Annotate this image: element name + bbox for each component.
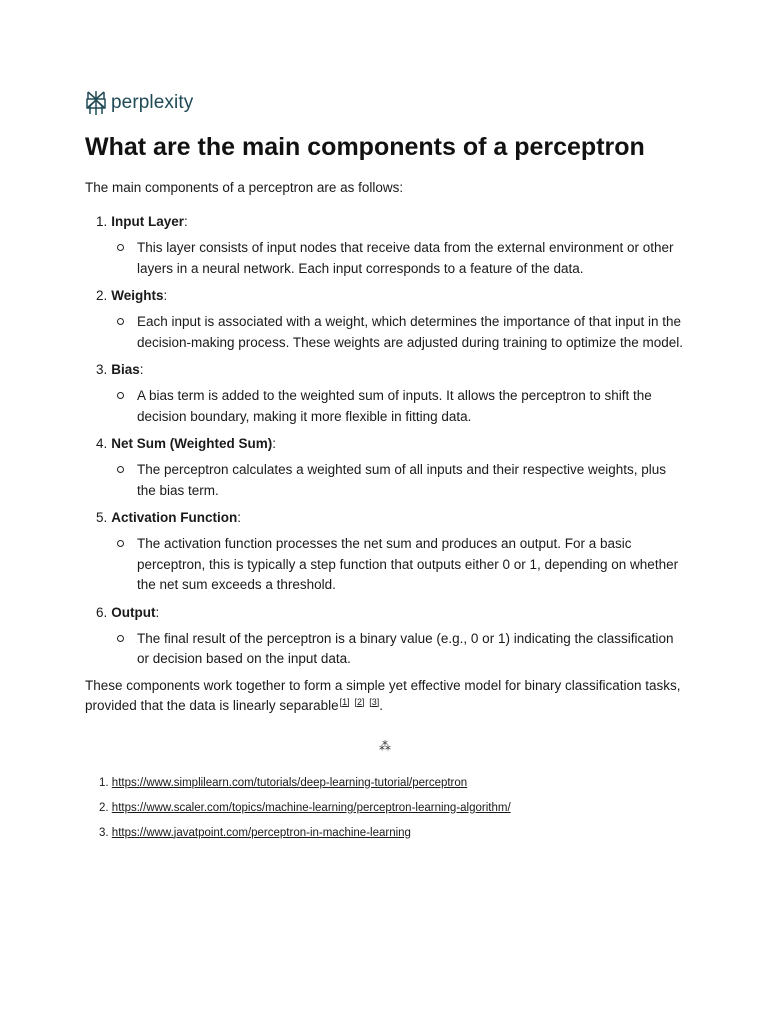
list-item (85, 212, 685, 279)
conclusion-period: . (379, 698, 384, 713)
item-heading (85, 212, 685, 232)
sub-item (137, 629, 685, 670)
item-colon: : (184, 214, 188, 229)
item-detail: The final result of the perceptron is a binary value (e.g., 0 or 1) indicating the classification or decision based on the input data. (137, 630, 674, 666)
reference-item (99, 825, 685, 841)
section-divider-icon: ⁂ (379, 738, 391, 753)
reference-item (99, 775, 685, 791)
citation-link[interactable]: [2] (354, 696, 365, 707)
list-item (85, 508, 685, 596)
perplexity-logo-icon (85, 90, 107, 116)
list-item (85, 603, 685, 670)
item-detail: The activation function processes the net sum and produces an output. For a basic perceptron, this is typically a step function that outputs either 0 or 1, depending on whether the net sum exceeds a threshold. (137, 536, 679, 592)
sub-list (85, 312, 685, 353)
sub-item (137, 238, 685, 279)
item-detail: This layer consists of input nodes that receive data from the external environment or other layers in a neural network. Each input corresponds to a feature of the data. (137, 240, 674, 276)
sub-list (85, 629, 685, 670)
reference-link[interactable]: https://www.scaler.com/topics/machine-learning/perceptron-learning-algorithm/ (111, 801, 511, 814)
components-list (85, 212, 685, 670)
item-heading (85, 286, 685, 306)
item-number: 1. (96, 214, 108, 229)
item-label: Bias (111, 362, 140, 377)
item-label: Weights (111, 288, 164, 303)
circle-bullet-icon (117, 466, 124, 473)
reference-link[interactable]: https://www.javatpoint.com/perceptron-in-machine-learning (111, 826, 411, 839)
item-number: 4. (96, 436, 108, 451)
sub-item (137, 386, 685, 427)
item-number: 5. (96, 510, 108, 525)
citation-link[interactable]: [3] (369, 696, 380, 707)
brand-name: perplexity (111, 92, 194, 113)
sub-list (85, 534, 685, 596)
circle-bullet-icon (117, 392, 124, 399)
item-heading (85, 434, 685, 454)
sub-item (137, 312, 685, 353)
item-label: Activation Function (111, 510, 238, 525)
sub-list (85, 460, 685, 501)
reference-link[interactable]: https://www.simplilearn.com/tutorials/deep-learning-tutorial/perceptron (111, 776, 468, 789)
list-item (85, 286, 685, 353)
item-colon: : (237, 510, 242, 525)
reference-item (99, 800, 685, 816)
references-list (85, 775, 685, 841)
conclusion-paragraph (85, 676, 685, 717)
item-label: Output (111, 604, 156, 620)
sub-list (85, 238, 685, 279)
item-colon: : (155, 604, 160, 620)
reference-number: 2. (99, 801, 109, 814)
item-number: 3. (96, 362, 108, 377)
item-number: 2. (96, 288, 108, 303)
circle-bullet-icon (117, 540, 124, 547)
list-item (85, 360, 685, 427)
item-detail: A bias term is added to the weighted sum of inputs. It allows the perceptron to shift the decision boundary, making it more flexible in fitting data. (137, 388, 652, 424)
conclusion-text: These components work together to form a simple yet effective model for binary classification tasks, provided that the data is linearly separable (85, 677, 681, 713)
item-colon: : (163, 288, 168, 303)
reference-number: 3. (99, 826, 109, 839)
item-detail: The perceptron calculates a weighted sum of all inputs and their respective weights, plus the bias term. (137, 462, 667, 498)
sub-item (137, 460, 685, 501)
document-page (85, 88, 685, 850)
item-colon: : (272, 436, 277, 451)
page-title: What are the main components of a perceptron (85, 133, 645, 161)
item-label: Input Layer (111, 214, 185, 229)
reference-number: 1. (99, 776, 109, 789)
list-item (85, 434, 685, 501)
item-label: Net Sum (Weighted Sum) (111, 436, 273, 451)
perplexity-logo (85, 88, 685, 118)
item-heading (85, 603, 685, 623)
circle-bullet-icon (117, 635, 124, 642)
item-detail: Each input is associated with a weight, which determines the importance of that input in the decision-making process. These weights are adjusted during training to optimize the model. (137, 314, 684, 350)
sub-item (137, 534, 685, 596)
citation-link[interactable]: [1] (339, 696, 350, 707)
item-heading (85, 360, 685, 380)
item-heading (85, 508, 685, 528)
intro-text: The main components of a perceptron are as follows: (85, 180, 404, 195)
circle-bullet-icon (117, 318, 124, 325)
circle-bullet-icon (117, 244, 124, 251)
item-colon: : (139, 362, 144, 377)
item-number: 6. (96, 604, 108, 620)
sub-list (85, 386, 685, 427)
